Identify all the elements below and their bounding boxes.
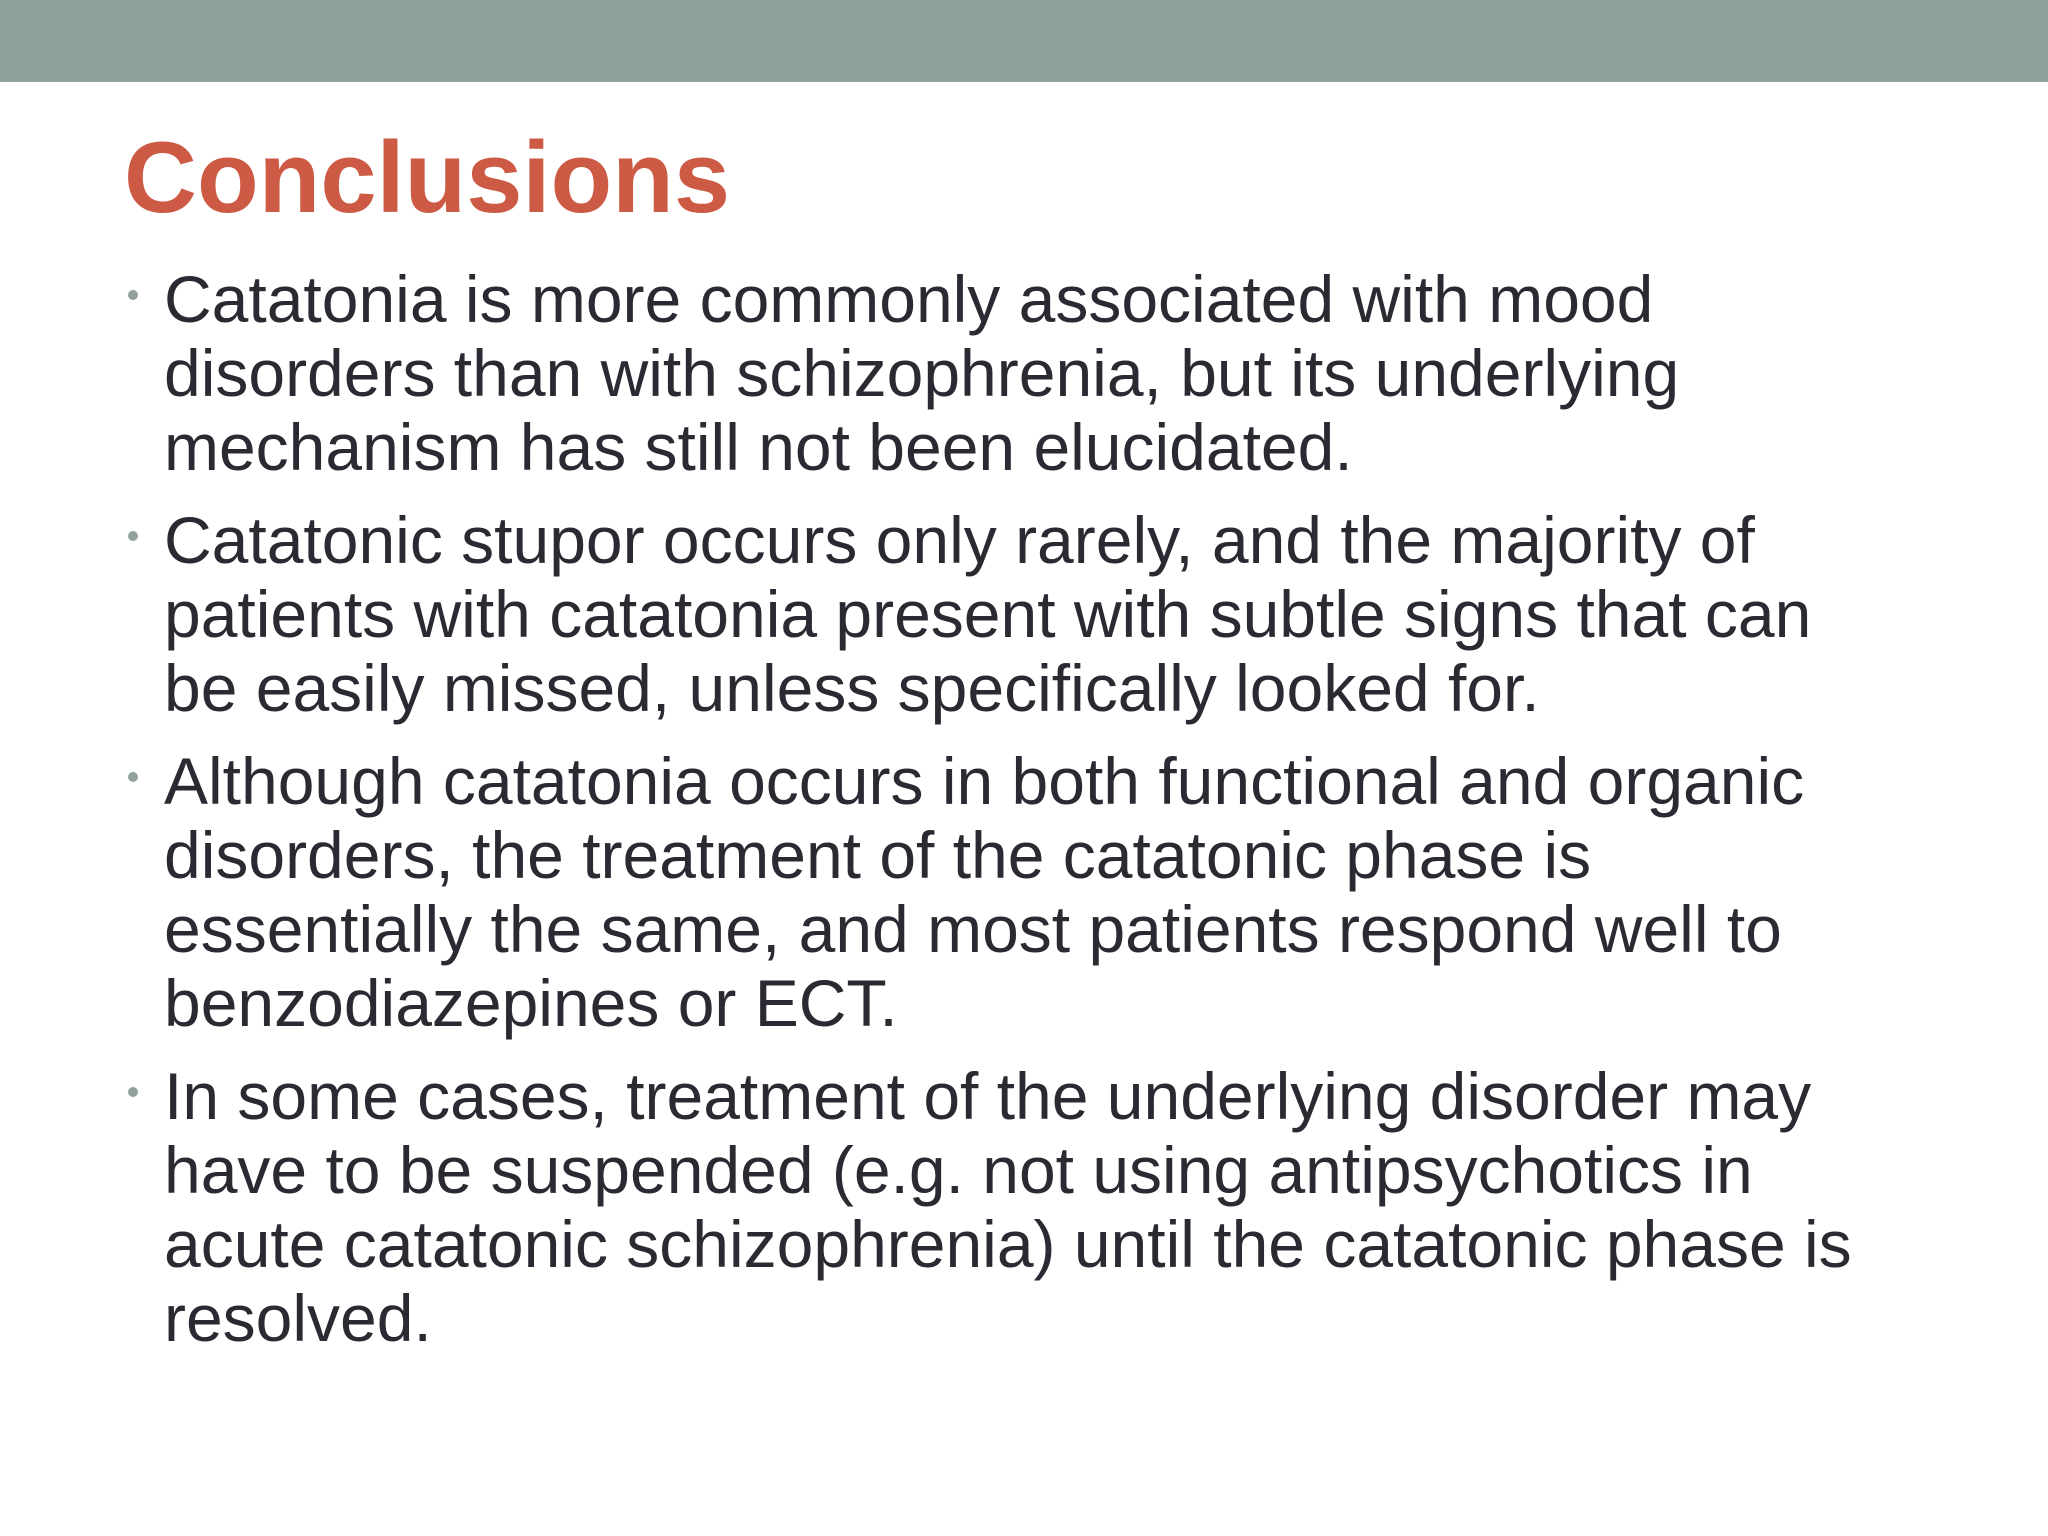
bullet-dot-icon	[128, 1087, 138, 1097]
bullet-text: In some cases, treatment of the underlying disorder may have to be suspended (e.g. not using antipsychotics in acute catatonic schizophrenia) until the catatonic phase is resolved.	[164, 1059, 1852, 1355]
bullet-list	[124, 262, 2004, 1374]
top-accent-band	[0, 0, 2048, 82]
bullet-item	[124, 744, 2004, 1040]
bullet-item	[124, 503, 2004, 725]
bullet-dot-icon	[128, 290, 138, 300]
bullet-text: Catatonia is more commonly associated with mood disorders than with schizophrenia, but its underlying mechanism has still not been elucidated.	[164, 262, 1680, 484]
bullet-text: Although catatonia occurs in both functional and organic disorders, the treatment of the catatonic phase is essentially the same, and most patients respond well to benzodiazepines or ECT.	[164, 744, 1805, 1040]
bullet-text: Catatonic stupor occurs only rarely, and the majority of patients with catatonia present with subtle signs that can be easily missed, unless specifically looked for.	[164, 503, 1812, 725]
bullet-dot-icon	[128, 531, 138, 541]
bullet-dot-icon	[128, 772, 138, 782]
bullet-item	[124, 1059, 2004, 1355]
bullet-item	[124, 262, 2004, 484]
slide-title: Conclusions	[124, 122, 731, 234]
